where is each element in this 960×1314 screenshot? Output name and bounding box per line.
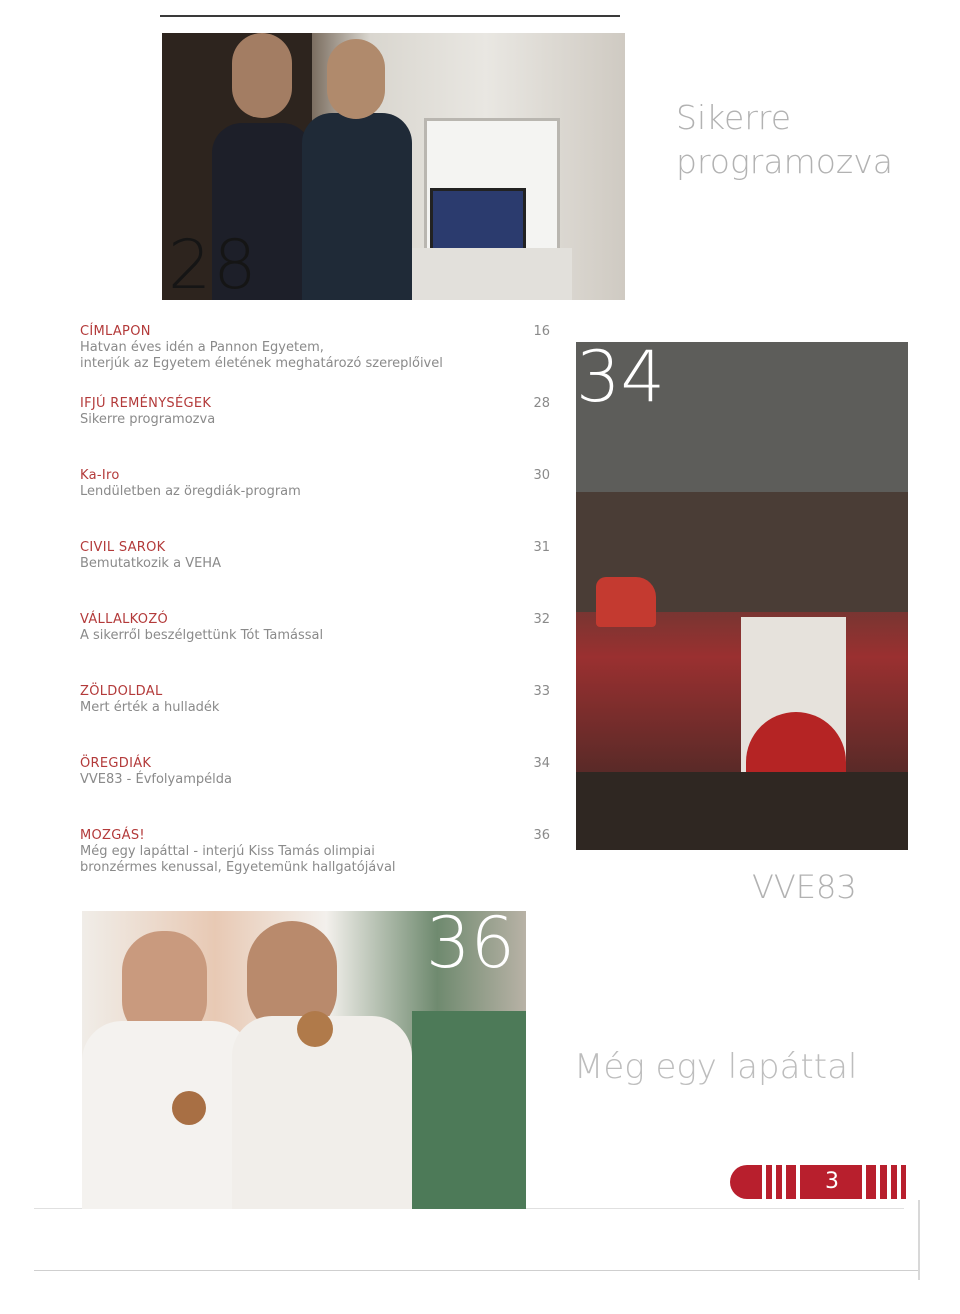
toc-description: Bemutatkozik a VEHA: [80, 556, 221, 571]
toc-description: interjúk az Egyetem életének meghatározó szereplőivel: [80, 356, 443, 371]
toc-entry[interactable]: [80, 396, 550, 468]
toc-description: Sikerre programozva: [80, 412, 216, 427]
scan-artifact-edge: [34, 1270, 918, 1271]
toc-page-number: 36: [533, 828, 550, 843]
bar-segment: [776, 1165, 782, 1199]
toc-description: Még egy lapáttal - interjú Kiss Tamás olimpiai: [80, 844, 375, 859]
headline-vve83: VVE83: [752, 868, 857, 906]
toc-description: Hatvan éves idén a Pannon Egyetem,: [80, 340, 324, 355]
bronze-medal: [297, 1011, 333, 1047]
toc-entry[interactable]: [80, 684, 550, 756]
toc-page-number: 32: [533, 612, 550, 627]
red-hat: [596, 577, 656, 627]
photo-foreground: [576, 772, 908, 850]
photo-background-athletes: [412, 1011, 526, 1209]
toc-section: CIVIL SAROK: [80, 540, 166, 555]
toc-section: ZÖLDOLDAL: [80, 684, 163, 699]
headline-lapattal: Még egy lapáttal: [574, 1047, 858, 1087]
toc-description: bronzérmes kenussal, Egyetemünk hallgatójával: [80, 860, 396, 875]
toc-entry[interactable]: [80, 756, 550, 828]
page-ref-number: 28: [168, 226, 259, 305]
scan-artifact-line: [160, 15, 620, 17]
toc-section: MOZGÁS!: [80, 828, 145, 843]
toc-page-number: 30: [533, 468, 550, 483]
bar-segment: [786, 1165, 796, 1199]
toc-description: Lendületben az öregdiák-program: [80, 484, 301, 499]
toc-page-number: 28: [533, 396, 550, 411]
toc-section: VÁLLALKOZÓ: [80, 612, 169, 627]
printer-base: [412, 248, 572, 300]
person-head: [327, 39, 385, 119]
toc-entry[interactable]: [80, 828, 550, 900]
toc-entry[interactable]: [80, 468, 550, 540]
toc-section: Ka-Iro: [80, 468, 120, 483]
page-ref-number: 34: [576, 336, 666, 418]
person-head: [232, 33, 292, 118]
bar-segment: [880, 1165, 887, 1199]
toc-page-number: 34: [533, 756, 550, 771]
page-ref-number: 36: [426, 902, 516, 984]
person-silhouette: [302, 113, 412, 300]
bronze-medal: [172, 1091, 206, 1125]
white-jacket: [82, 1021, 252, 1209]
toc-description: Mert érték a hulladék: [80, 700, 220, 715]
bar-segment: [891, 1165, 897, 1199]
toc-page-number: 33: [533, 684, 550, 699]
toc-description: VVE83 - Évfolyampélda: [80, 772, 232, 787]
table-of-contents: [80, 324, 550, 900]
toc-entry[interactable]: [80, 540, 550, 612]
toc-section: CÍMLAPON: [80, 324, 151, 339]
toc-entry[interactable]: [80, 324, 550, 396]
toc-section: ÖREGDIÁK: [80, 756, 152, 771]
bar-segment: [866, 1165, 876, 1199]
photo-student-performance: [576, 336, 908, 850]
headline-sikerre: Sikerre programozva: [676, 98, 893, 181]
bar-segment: [901, 1165, 906, 1199]
bar-segment: [730, 1165, 762, 1199]
toc-page-number: 31: [533, 540, 550, 555]
bar-segment: [766, 1165, 772, 1199]
toc-section: IFJÚ REMÉNYSÉGEK: [80, 396, 212, 411]
scan-artifact-edge: [918, 1200, 920, 1280]
toc-page-number: 16: [533, 324, 550, 339]
page-number: 3: [825, 1169, 839, 1194]
toc-entry[interactable]: [80, 612, 550, 684]
toc-description: A sikerről beszélgettünk Tót Tamással: [80, 628, 324, 643]
